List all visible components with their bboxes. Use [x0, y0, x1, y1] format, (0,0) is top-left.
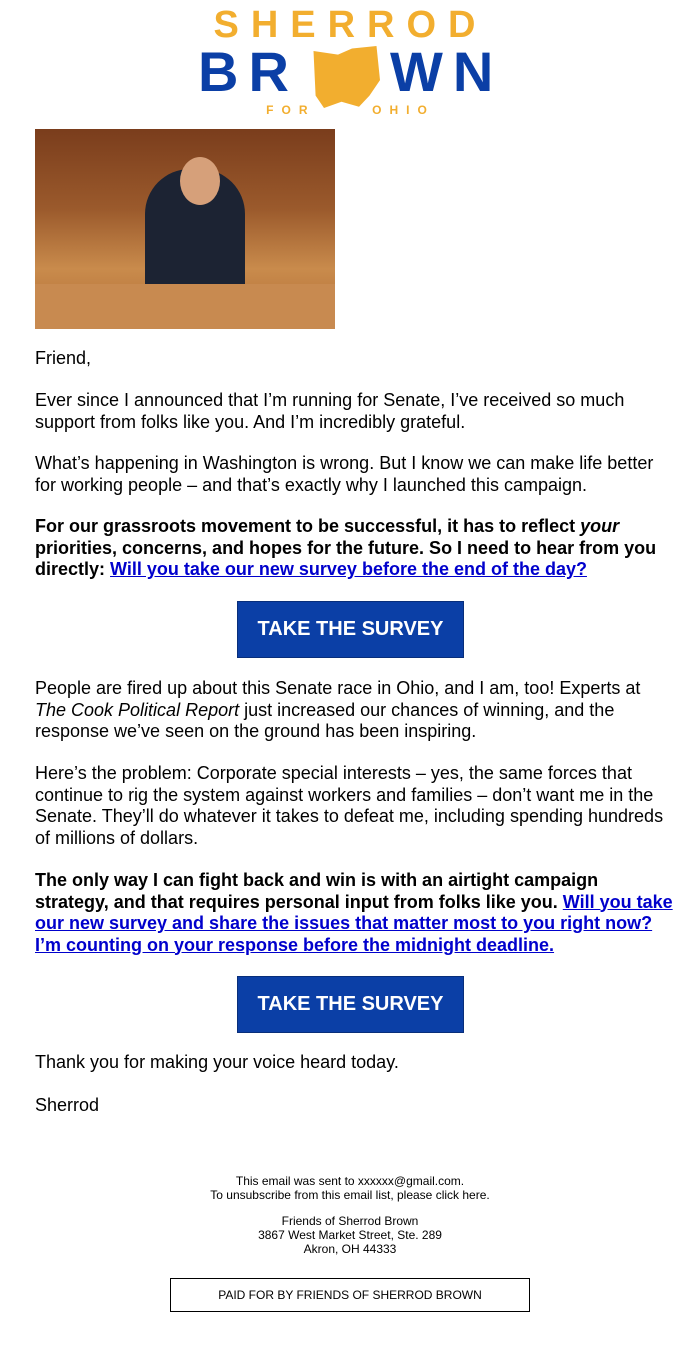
paragraph-4 [35, 678, 675, 743]
logo-tagline: FOR OHIO [266, 103, 435, 117]
take-survey-button[interactable]: TAKE THE SURVEY [237, 601, 464, 658]
logo-first-name: SHERROD [213, 4, 488, 46]
hero-photo [35, 129, 335, 329]
paragraph-6 [35, 870, 675, 956]
text: People are fired up about this Senate race in Ohio, and I am, too! Experts at [35, 678, 641, 698]
text: For our grassroots movement to be successful, it has to reflect [35, 516, 581, 536]
greeting: Friend, [35, 348, 92, 368]
thanks: Thank you for making your voice heard today. [35, 1052, 399, 1072]
photo-head [180, 157, 220, 205]
take-survey-button[interactable]: TAKE THE SURVEY [237, 976, 464, 1033]
signature: Sherrod [35, 1095, 100, 1115]
survey-link[interactable]: Will you take our new survey and share the issues that matter most to you right now? I’m counting on your response before the midnight deadline. [35, 891, 673, 955]
emphasis: your [580, 516, 620, 536]
footer-spacer [0, 1202, 700, 1214]
logo-last-name: BR WN [198, 40, 504, 103]
text: The only way I can fight back and win is with an airtight campaign strategy, and that requires personal input from folks like you. [35, 870, 599, 912]
paragraph-5: Here’s the problem: Corporate special interests – yes, the same forces that continue to rig the system against workers and families – don’t want me in the Senate. They’ll do whatever it takes to defeat me, including spending hundreds of millions of dollars. [35, 763, 664, 848]
paragraph-2: What’s happening in Washington is wrong. But I know we can make life better for working people – and that’s exactly why I launched this campaign. [35, 453, 654, 495]
org-street: 3867 West Market Street, Ste. 289 [258, 1228, 442, 1242]
footer [0, 1174, 700, 1256]
text: priorities, concerns, and hopes for the future. So I need to hear from you directly: [35, 537, 657, 579]
org-city: Akron, OH 44333 [303, 1242, 397, 1256]
paragraph-3 [35, 516, 675, 581]
paid-for-disclaimer: PAID FOR BY FRIENDS OF SHERROD BROWN [170, 1278, 530, 1312]
unsubscribe-link[interactable]: To unsubscribe from this email list, please click here. [210, 1188, 490, 1202]
emphasis: The Cook Political Report [35, 699, 240, 720]
photo-table [35, 284, 335, 329]
org-name: Friends of Sherrod Brown [281, 1214, 419, 1228]
text: just increased our chances of winning, and the response we’ve seen on the ground has been inspiring. [35, 699, 615, 741]
sent-to: This email was sent to xxxxxx@gmail.com. [235, 1174, 465, 1188]
paragraph-1: Ever since I announced that I’m running for Senate, I’ve received so much support from folks like you. And I’m incredibly grateful. [35, 390, 625, 432]
survey-link[interactable]: Will you take our new survey before the end of the day? [110, 559, 587, 579]
campaign-logo [198, 6, 503, 118]
